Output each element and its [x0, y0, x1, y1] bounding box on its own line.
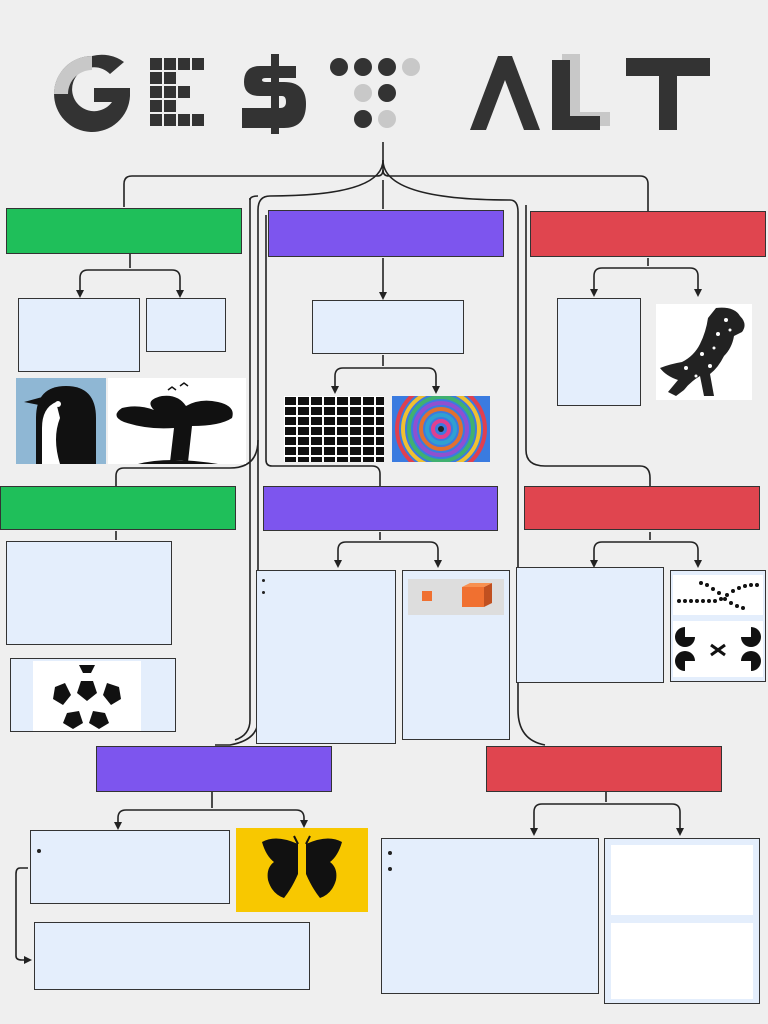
semejanza-circles-image	[605, 839, 759, 1003]
proximidad-desc	[557, 298, 641, 406]
cierre-desc	[6, 541, 172, 645]
constancia-definicion	[274, 575, 390, 586]
semejanza-image-frame	[604, 838, 760, 1004]
semejanza-item-1	[402, 845, 590, 860]
spiral-illusion-image	[392, 396, 490, 462]
semejanza-desc	[381, 838, 599, 994]
constancia-box-image	[408, 579, 504, 615]
continuity-dots-image	[671, 571, 765, 681]
semejanza-item-2	[402, 861, 590, 876]
pragnanz-item	[51, 843, 221, 857]
grid-illusion-image	[284, 396, 384, 462]
header-simetria	[96, 746, 332, 792]
movimiento-desc	[312, 300, 464, 354]
penguin-face-image	[16, 378, 106, 464]
dog-silhouette-image	[656, 304, 752, 400]
constancia-aplicacion-box	[402, 570, 510, 740]
header-cierre	[0, 486, 236, 530]
figura-fondo-desc2	[146, 298, 226, 352]
constancia-def-box	[256, 570, 396, 744]
simetria-desc	[34, 922, 310, 990]
continuidad-image-frame	[670, 570, 766, 682]
header-constancia	[263, 486, 498, 531]
cierre-image-frame	[10, 658, 176, 732]
header-proximidad	[530, 211, 766, 257]
header-semejanza	[486, 746, 722, 792]
constancia-ejemplo	[274, 587, 390, 598]
figura-fondo-desc1	[18, 298, 140, 372]
pragnanz-box	[30, 830, 230, 904]
header-figura-fondo	[6, 208, 242, 254]
continuidad-desc	[516, 567, 664, 683]
tree-silhouette-image	[108, 378, 246, 464]
butterfly-faces-image	[236, 828, 368, 912]
header-continuidad	[524, 486, 760, 530]
header-movimiento	[268, 210, 504, 257]
soccer-ball-image	[33, 661, 141, 731]
gestalt-logo	[50, 52, 720, 134]
